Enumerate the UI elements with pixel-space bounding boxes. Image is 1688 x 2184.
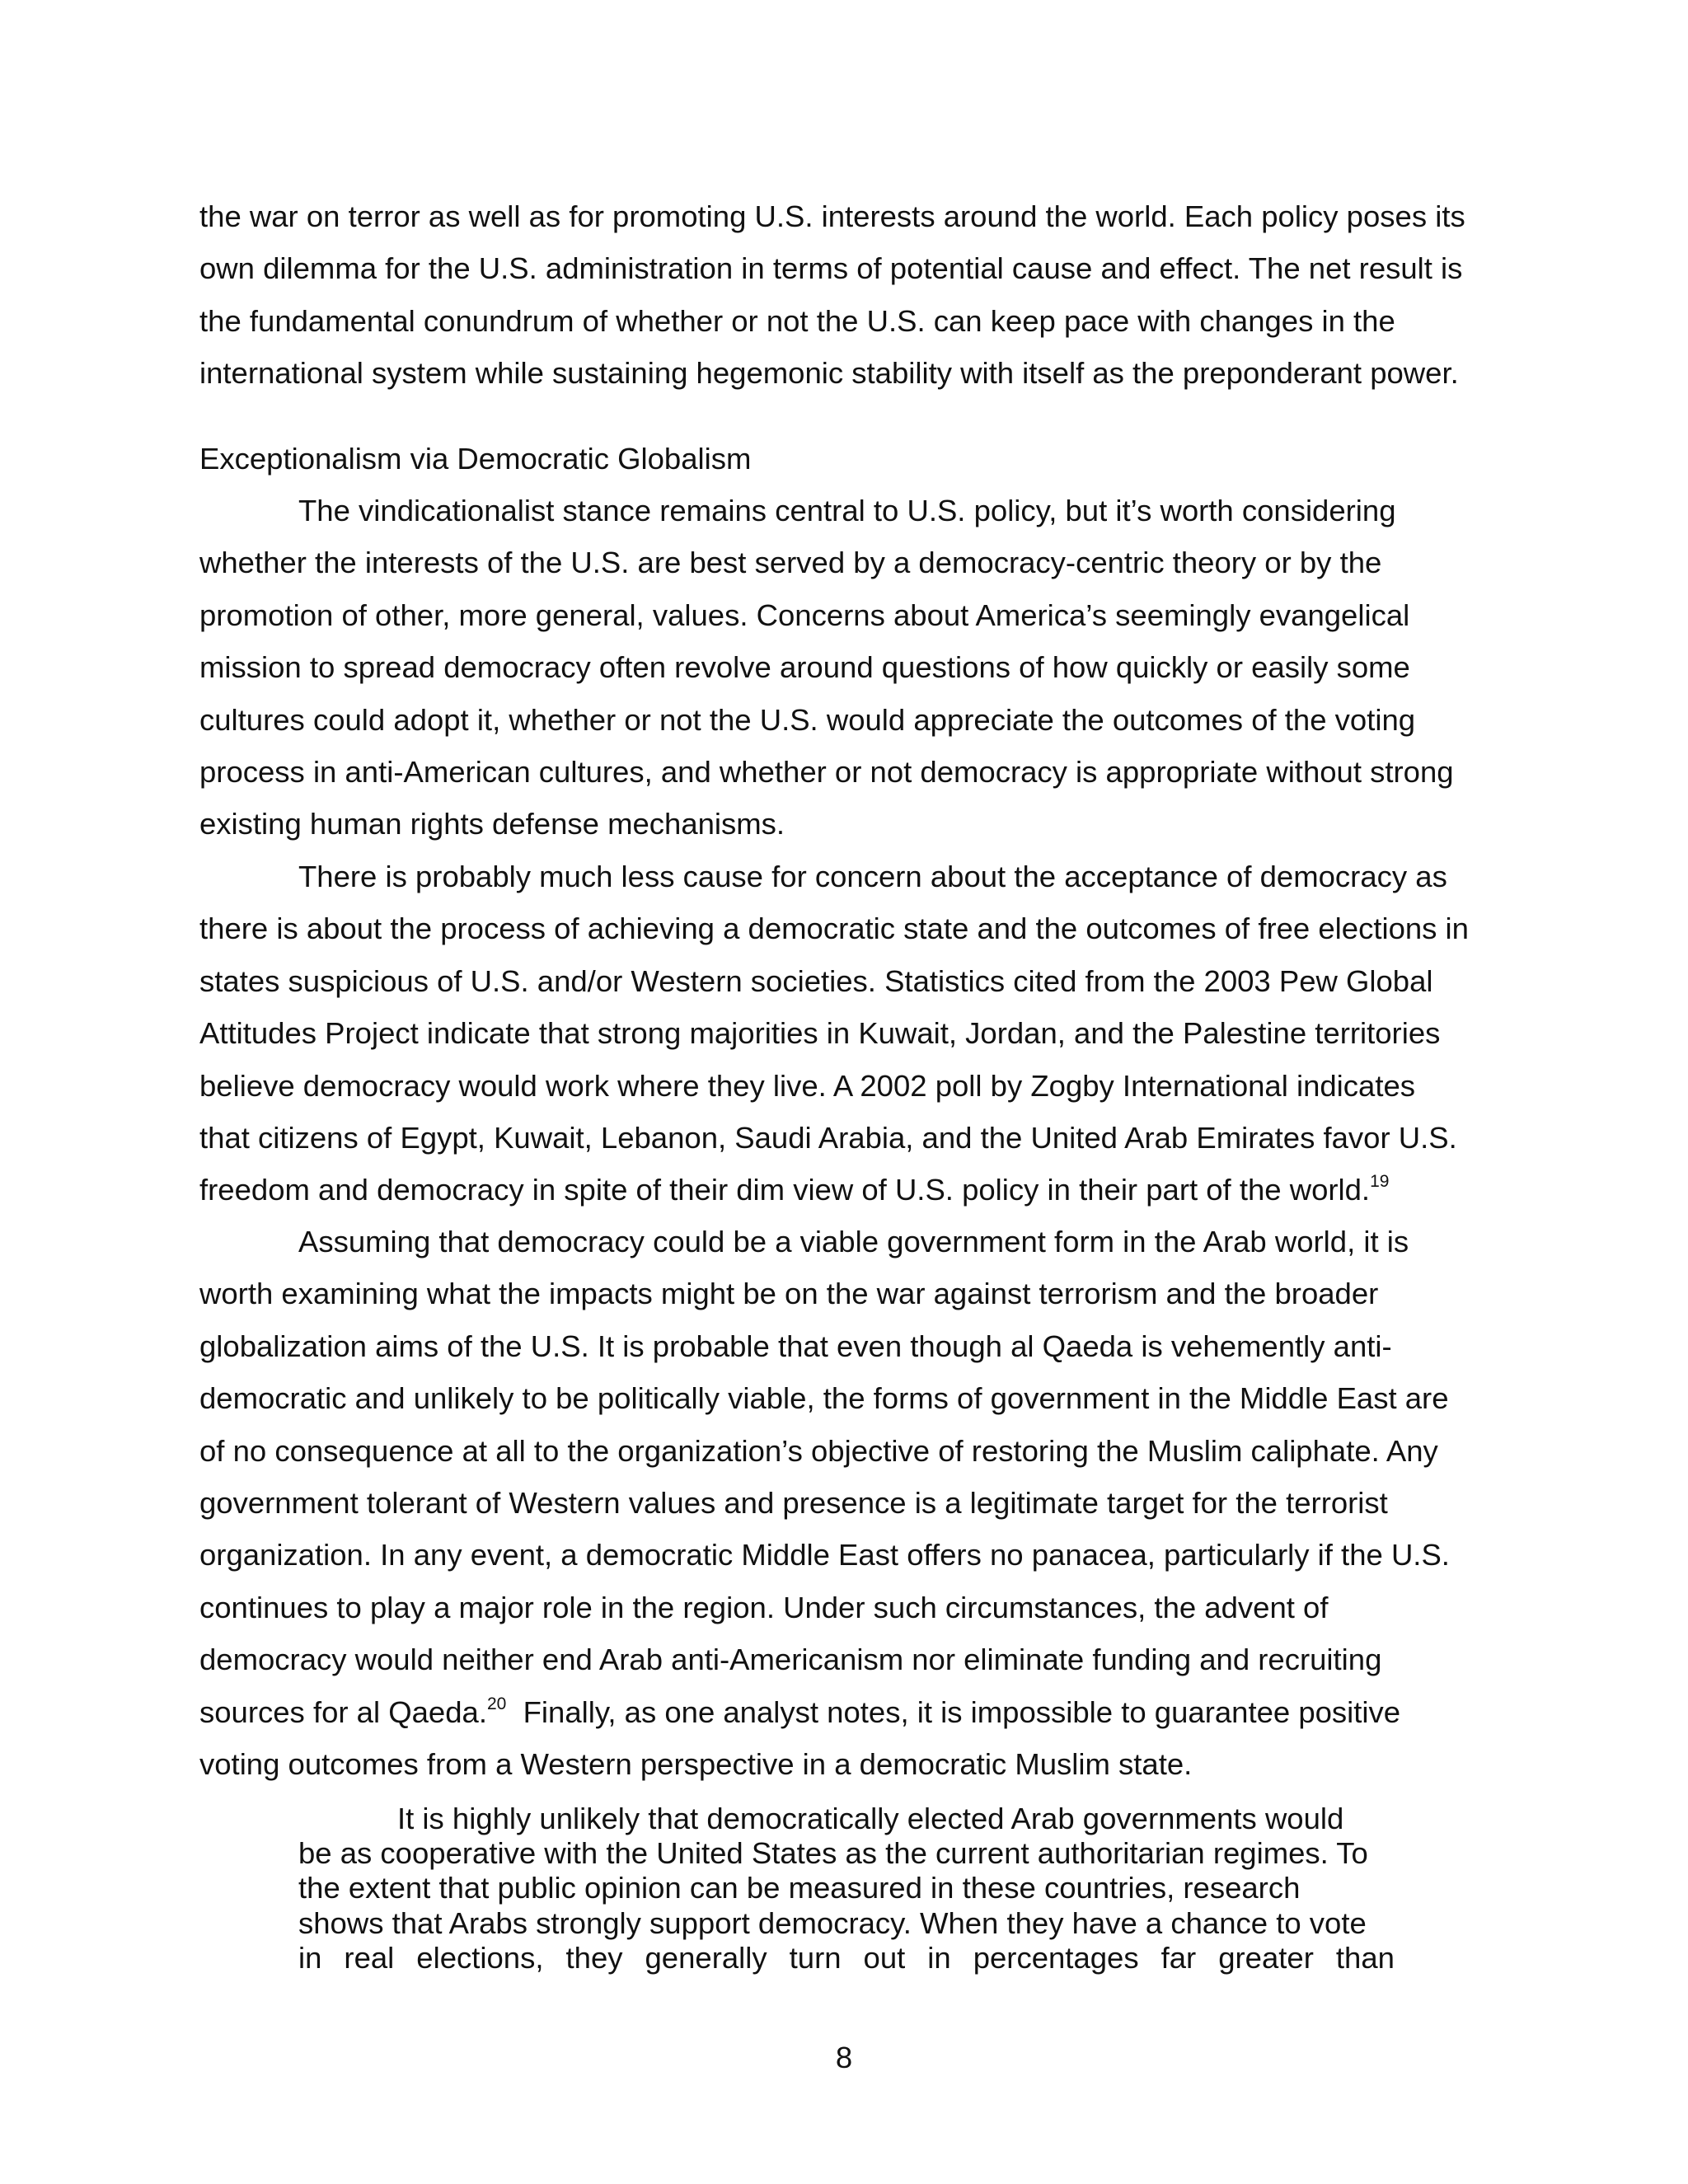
intro-paragraph	[199, 190, 1493, 400]
text-line: Assuming that democracy could be a viable government form in the Arab world, it is	[298, 1225, 1409, 1258]
section-heading: Exceptionalism via Democratic Globalism	[199, 442, 752, 476]
text-line: states suspicious of U.S. and/or Western societies. Statistics cited from the 2003 Pew Global	[199, 963, 1433, 998]
text-line: continues to play a major role in the region. Under such circumstances, the advent of	[199, 1590, 1329, 1624]
text-line: there is about the process of achieving a democratic state and the outcomes of free elections in	[199, 912, 1469, 946]
text-line: Attitudes Project indicate that strong majorities in Kuwait, Jordan, and the Palestine territories	[199, 1016, 1441, 1051]
quote-word: out	[863, 1940, 906, 1975]
quote-word: elections,	[416, 1940, 544, 1975]
text-line: that citizens of Egypt, Kuwait, Lebanon, Saudi Arabia, and the United Arab Emirates favor U.S.	[199, 1121, 1457, 1155]
text-line: voting outcomes from a Western perspective in a democratic Muslim state.	[199, 1747, 1193, 1782]
text-line: mission to spread democracy often revolve around questions of how quickly or easily some	[199, 650, 1410, 685]
text-line	[199, 1686, 1493, 1738]
quote-word: than	[1335, 1940, 1395, 1975]
text-line: process in anti-American cultures, and whether or not democracy is appropriate without strong	[199, 755, 1454, 790]
quote-word: in	[927, 1940, 951, 1975]
paragraph-3	[199, 1216, 1493, 1790]
text-line: believe democracy would work where they live. A 2002 poll by Zogby International indicates	[199, 1068, 1416, 1103]
text-line: promotion of other, more general, values. Concerns about America’s seemingly evangelical	[199, 598, 1410, 632]
quote-word: generally	[645, 1940, 767, 1975]
footnote-ref-19[interactable]: 19	[1370, 1172, 1390, 1192]
quote-word: real	[344, 1940, 395, 1975]
text-line: existing human rights defense mechanisms.	[199, 807, 785, 841]
quote-word: in	[298, 1940, 322, 1975]
quote-line: shows that Arabs strongly support democracy. When they have a chance to vote	[298, 1905, 1367, 1940]
text-line: The vindicationalist stance remains central to U.S. policy, but it’s worth considering	[298, 494, 1396, 527]
text-segment: freedom and democracy in spite of their dim view of U.S. policy in their part of the world.	[199, 1173, 1371, 1207]
text-line: of no consequence at all to the organization’s objective of restoring the Muslim caliphate. Any	[199, 1433, 1438, 1468]
text-line: worth examining what the impacts might be on the war against terrorism and the broader	[199, 1277, 1379, 1311]
paragraph-2	[199, 851, 1493, 1216]
text-line: democratic and unlikely to be politically viable, the forms of government in the Middle East are	[199, 1381, 1449, 1416]
quote-word: far	[1160, 1940, 1197, 1975]
quote-line: It is highly unlikely that democratically elected Arab governments would	[397, 1802, 1344, 1835]
text-line: organization. In any event, a democratic Middle East offers no panacea, particularly if the U.S.	[199, 1538, 1450, 1572]
quote-word: they	[565, 1940, 623, 1975]
quote-word: greater	[1218, 1940, 1314, 1975]
quote-word: percentages	[973, 1940, 1139, 1975]
text-segment: sources for al Qaeda.	[199, 1694, 487, 1729]
block-quote	[298, 1802, 1395, 1975]
text-line: own dilemma for the U.S. administration in terms of potential cause and effect. The net result is	[199, 251, 1463, 286]
text-line	[199, 1164, 1493, 1216]
text-line: whether the interests of the U.S. are best served by a democracy-centric theory or by the	[199, 546, 1382, 580]
quote-line: the extent that public opinion can be measured in these countries, research	[298, 1871, 1301, 1905]
text-line: the war on terror as well as for promoting U.S. interests around the world. Each policy poses its	[199, 199, 1465, 233]
text-line: There is probably much less cause for concern about the acceptance of democracy as	[298, 860, 1447, 893]
text-line: globalization aims of the U.S. It is probable that even though al Qaeda is vehemently anti-	[199, 1329, 1392, 1363]
quote-word: turn	[789, 1940, 842, 1975]
text-segment: Finally, as one analyst notes, it is impossible to guarantee positive	[506, 1694, 1401, 1729]
text-line: cultures could adopt it, whether or not the U.S. would appreciate the outcomes of the voting	[199, 702, 1416, 737]
text-line: government tolerant of Western values and presence is a legitimate target for the terrorist	[199, 1486, 1388, 1521]
quote-line	[298, 1941, 1395, 1975]
quote-line: be as cooperative with the United States as the current authoritarian regimes. To	[298, 1836, 1368, 1871]
text-line: the fundamental conundrum of whether or not the U.S. can keep pace with changes in the	[199, 303, 1395, 338]
page-number: 8	[835, 2041, 853, 2074]
paragraph-1	[199, 485, 1493, 851]
footnote-ref-20[interactable]: 20	[486, 1694, 507, 1713]
text-line: democracy would neither end Arab anti-Americanism nor eliminate funding and recruiting	[199, 1643, 1382, 1677]
text-line: international system while sustaining hegemonic stability with itself as the preponderant power.	[199, 356, 1459, 391]
